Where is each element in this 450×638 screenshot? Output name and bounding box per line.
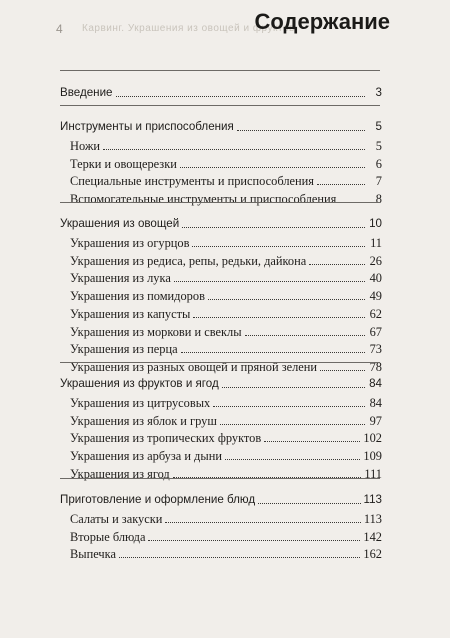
page-title: Содержание [254,9,390,34]
toc-section-entry[interactable] [60,211,382,231]
page-ref: 67 [369,324,382,339]
page-ref: 73 [369,342,382,357]
subentry-title: Украшения из арбуза и дыни [70,449,222,464]
subentry-title: Украшения из яблок и груш [70,413,217,428]
page-ref: 162 [363,547,382,562]
subentry-title: Выпечка [70,547,116,562]
dot-leader [222,387,365,388]
subentry-title: Украшения из тропических фруктов [70,431,262,446]
page-ref: 11 [370,236,382,250]
page-ref: 102 [363,431,382,446]
subentry-title: Украшения из огурцов [70,236,190,250]
page-ref: 113 [363,493,382,506]
subentry-title: Терки и овощерезки [70,156,177,171]
page-ref: 142 [363,529,382,544]
section-divider [60,478,380,479]
toc-subentry[interactable] [60,541,382,561]
page-ref: 97 [369,413,382,428]
subentry-title: Украшения из помидоров [70,289,205,304]
section-title: Украшения из овощей [60,217,180,230]
page-ref: 49 [369,289,382,304]
subentry-title: Салаты и закуски [70,512,163,526]
section-title: Инструменты и приспособления [60,120,234,133]
toc-section-entry[interactable] [60,80,382,100]
toc-section-entry[interactable] [60,114,382,134]
running-head: Карвинг. Украшения из овощей и фруктов [82,23,295,34]
page-ref: 40 [369,271,382,286]
page-ref: 62 [369,306,382,321]
subentry-title: Украшения из перца [70,342,178,357]
subentry-title: Украшения из разных овощей и пряной зелени [70,359,318,374]
subentry-title: Вспомогательные инструменты и приспособления [70,192,337,207]
section-divider [60,202,380,203]
page-ref: 26 [369,253,382,268]
subentry-title: Специальные инструменты и приспособления [70,174,315,189]
subentry-title: Украшения из редиса, репы, редьки, дайкона [70,253,307,268]
page-ref: 78 [369,359,382,374]
section-divider [60,105,380,106]
subentry-title: Украшения из цитрусовых [70,396,211,410]
section-title: Введение [60,86,113,99]
subentry-title: Ножи [70,139,101,153]
section-title: Приготовление и оформление блюд [60,493,256,506]
page-ref: 113 [363,512,382,526]
page-ref: 6 [375,156,382,171]
page-ref: 111 [364,466,382,481]
page-ref: 109 [363,449,382,464]
toc-section-entry[interactable] [60,487,382,507]
dot-leader [182,227,365,228]
page-number: 4 [56,22,63,36]
page-ref: 8 [375,192,382,207]
subentry-title: Украшения из капусты [70,306,191,321]
subentry-title: Украшения из лука [70,271,171,286]
page-ref: 3 [375,86,382,99]
dot-leader [119,557,360,558]
section-divider [60,362,380,363]
dot-leader [237,130,365,131]
dot-leader [116,96,366,97]
subentry-title: Вторые блюда [70,529,146,544]
dot-leader [258,503,360,504]
page-ref: 84 [369,377,382,390]
page-ref: 7 [375,174,382,189]
toc-subentry[interactable] [60,186,382,206]
section-divider [60,70,380,71]
subentry-title: Украшения из ягод [70,466,170,481]
page-ref: 10 [369,217,382,230]
toc-section-entry[interactable] [60,371,382,391]
section-title: Украшения из фруктов и ягод [60,377,219,390]
page-ref: 84 [369,396,382,410]
page-ref: 5 [375,120,382,133]
subentry-title: Украшения из моркови и свеклы [70,324,242,339]
page-ref: 5 [375,139,382,153]
